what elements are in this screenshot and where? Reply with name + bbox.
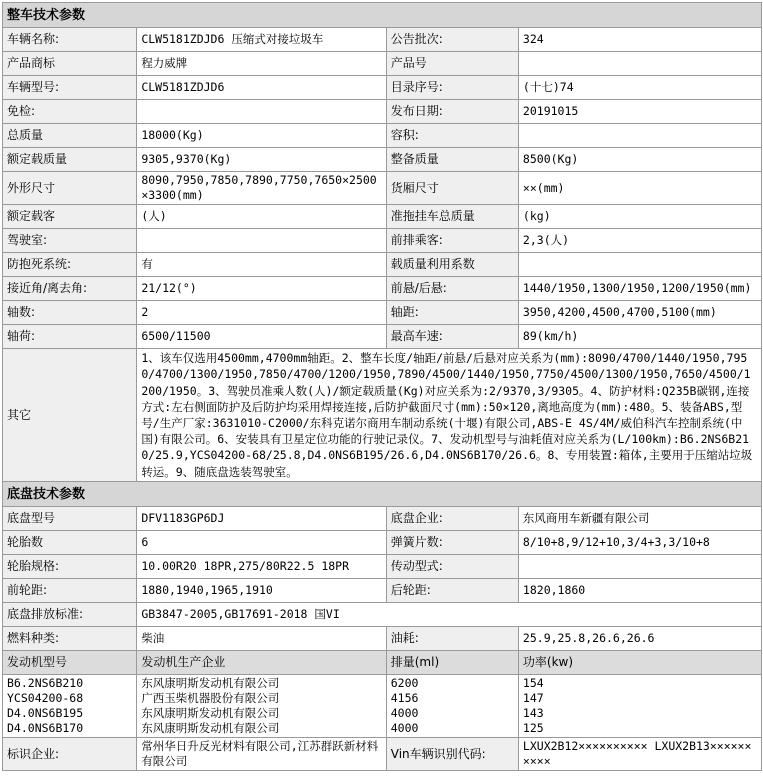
engine-maker-column [137,675,386,738]
spec-value: CLW5181ZDJD6 [137,76,386,100]
other-notes-row [3,349,762,482]
engine-maker-header: 发动机生产企业 [137,651,386,675]
vehicle-section-title: 整车技术参数 [3,3,762,28]
spec-label: 轮胎规格: [3,555,137,579]
fuel-consumption-label: 油耗: [386,627,518,651]
chassis-section-header [3,482,762,507]
spec-value: 6 [137,531,386,555]
spec-value: 8500(Kg) [518,148,761,172]
spec-value: (十七)74 [518,76,761,100]
spec-value: ××(mm) [518,172,761,205]
marking-company-label: 标识企业: [3,738,137,771]
vin-value: LXUX2B12×××××××××× LXUX2B13×××××××××× [518,738,761,771]
engine-model-column [3,675,137,738]
spec-value: 10.00R20 18PR,275/80R22.5 18PR [137,555,386,579]
spec-label: 轴距: [386,301,518,325]
spec-value: (kg) [518,205,761,229]
spec-label: 额定载客 [3,205,137,229]
vehicle-section-header [3,3,762,28]
spec-label: 额定载质量 [3,148,137,172]
spec-value: 324 [518,28,761,52]
engine-displacement: 4000 [390,721,419,735]
engine-maker: 东风康明斯发动机有限公司 [141,706,280,720]
marking-row [3,738,762,771]
engine-maker: 广西玉柴机器股份有限公司 [141,691,280,705]
emission-standard-row [3,603,762,627]
spec-label: 轮胎数 [3,531,137,555]
vehicle-spec-row [3,148,762,172]
spec-label: 底盘型号 [3,507,137,531]
vehicle-spec-row [3,100,762,124]
spec-value: DFV1183GP6DJ [137,507,386,531]
engine-model: D4.0NS6B170 [7,721,84,735]
engine-model: B6.2NS6B210 [7,676,84,690]
engine-maker: 东风康明斯发动机有限公司 [141,676,280,690]
chassis-spec-row [3,507,762,531]
spec-value: 1880,1940,1965,1910 [137,579,386,603]
fuel-consumption-value: 25.9,25.8,26.6,26.6 [518,627,761,651]
spec-value: CLW5181ZDJD6 压缩式对接垃圾车 [137,28,386,52]
spec-value: 1440/1950,1300/1950,1200/1950(mm) [518,277,761,301]
spec-value [518,555,761,579]
spec-label: 产品号 [386,52,518,76]
other-notes-label: 其它 [3,349,137,482]
spec-label: 底盘企业: [386,507,518,531]
vehicle-spec-row [3,172,762,205]
spec-value: 有 [137,253,386,277]
spec-label: 公告批次: [386,28,518,52]
spec-value: 3950,4200,4500,4700,5100(mm) [518,301,761,325]
spec-value [518,124,761,148]
engine-model-header: 发动机型号 [3,651,137,675]
spec-value [137,100,386,124]
spec-value: 1820,1860 [518,579,761,603]
vehicle-spec-row [3,124,762,148]
engine-model: D4.0NS6B195 [7,706,84,720]
fuel-type-value: 柴油 [137,627,386,651]
vehicle-spec-row [3,301,762,325]
chassis-spec-row [3,555,762,579]
chassis-spec-row [3,579,762,603]
spec-label: 目录序号: [386,76,518,100]
spec-label: 整备质量 [386,148,518,172]
engine-table-header [3,651,762,675]
spec-value: 6500/11500 [137,325,386,349]
spec-label: 前轮距: [3,579,137,603]
spec-label: 最高车速: [386,325,518,349]
engine-power: 143 [522,706,544,720]
spec-label: 驾驶室: [3,229,137,253]
engine-displacement: 4000 [390,706,419,720]
vehicle-spec-row [3,229,762,253]
other-notes-text: 1、该车仅选用4500mm,4700mm轴距。2、整车长度/轴距/前悬/后悬对应关系为(mm):8090/4700/1440/1950,7950/4700/1300/1950,7850/4700/1200/1950,7890/4500/1440/1950,7750/4500/1300/1950,7650/4500/1200/1950。3、驾驶员准乘人数(人)/额定载质量(Kg)对应关系为:2/9370,3/9305。4、防护材料:Q235B碳钢,连接方式:左右侧面防护及后防护均采用焊接连接,后防护截面尺寸(mm):50×120,离地高度为(mm):480。5、装备ABS,型号/生产厂家:3631010-C2000/东科克诺尔商用车制动系统(十堰)有限公司,ABS-E 4S/4M/威伯科汽车控制系统(中国)有限公司。6、安装具有卫星定位功能的行驶记录仪。7、发动机型号与油耗值对应关系为(L/100km):B6.2NS6B210/25.9,YCS04200-68/25.8,D4.0NS6B195/26.6,D4.0NS6B170/26.6。8、专用装置:箱体,主要用于压缩站垃圾转运。9、随底盘选装驾驶室。 [137,349,762,482]
spec-label: 前悬/后悬: [386,277,518,301]
fuel-type-label: 燃料种类: [3,627,137,651]
engine-list-row [3,675,762,738]
spec-label: 车辆名称: [3,28,137,52]
marking-company-value: 常州华日升反光材料有限公司,江苏群跃新材料有限公司 [137,738,386,771]
engine-power: 154 [522,676,544,690]
vehicle-spec-row [3,325,762,349]
spec-label: 接近角/离去角: [3,277,137,301]
engine-model: YCS04200-68 [7,691,84,705]
engine-power: 125 [522,721,544,735]
spec-label: 准拖挂车总质量 [386,205,518,229]
spec-table-body [3,3,762,771]
spec-label: 货厢尺寸 [386,172,518,205]
engine-power: 147 [522,691,544,705]
spec-label: 外形尺寸 [3,172,137,205]
spec-label: 轴荷: [3,325,137,349]
engine-displacement: 4156 [390,691,419,705]
spec-value: 20191015 [518,100,761,124]
spec-value: 89(km/h) [518,325,761,349]
spec-label: 发布日期: [386,100,518,124]
spec-value: 21/12(°) [137,277,386,301]
spec-value: 18000(Kg) [137,124,386,148]
spec-value [518,253,761,277]
spec-table [2,2,762,771]
engine-displacement-header: 排量(ml) [386,651,518,675]
engine-power-column [518,675,761,738]
spec-label: 载质量利用系数 [386,253,518,277]
spec-value: 2 [137,301,386,325]
spec-label: 传动型式: [386,555,518,579]
spec-value: 8/10+8,9/12+10,3/4+3,3/10+8 [518,531,761,555]
vehicle-spec-row [3,76,762,100]
vehicle-spec-row [3,28,762,52]
spec-label: 前排乘客: [386,229,518,253]
spec-value: 9305,9370(Kg) [137,148,386,172]
emission-standard-value: GB3847-2005,GB17691-2018 国VI [137,603,762,627]
vehicle-spec-row [3,253,762,277]
engine-displacement-column [386,675,518,738]
spec-label: 容积: [386,124,518,148]
vin-label: Vin车辆识别代码: [386,738,518,771]
spec-label: 弹簧片数: [386,531,518,555]
spec-value: 程力威牌 [137,52,386,76]
engine-power-header: 功率(kw) [518,651,761,675]
spec-label: 防抱死系统: [3,253,137,277]
spec-value: (人) [137,205,386,229]
vehicle-spec-row [3,52,762,76]
spec-label: 总质量 [3,124,137,148]
vehicle-spec-row [3,277,762,301]
chassis-spec-row [3,531,762,555]
engine-displacement: 6200 [390,676,419,690]
spec-value [137,229,386,253]
spec-label: 车辆型号: [3,76,137,100]
emission-standard-label: 底盘排放标准: [3,603,137,627]
spec-value: 8090,7950,7850,7890,7750,7650×2500×3300(mm) [137,172,386,205]
spec-label: 产品商标 [3,52,137,76]
spec-value [518,52,761,76]
spec-label: 免检: [3,100,137,124]
vehicle-spec-row [3,205,762,229]
spec-value: 东风商用车新疆有限公司 [518,507,761,531]
spec-label: 轴数: [3,301,137,325]
engine-maker: 东风康明斯发动机有限公司 [141,721,280,735]
chassis-section-title: 底盘技术参数 [3,482,762,507]
spec-value: 2,3(人) [518,229,761,253]
spec-label: 后轮距: [386,579,518,603]
fuel-row [3,627,762,651]
